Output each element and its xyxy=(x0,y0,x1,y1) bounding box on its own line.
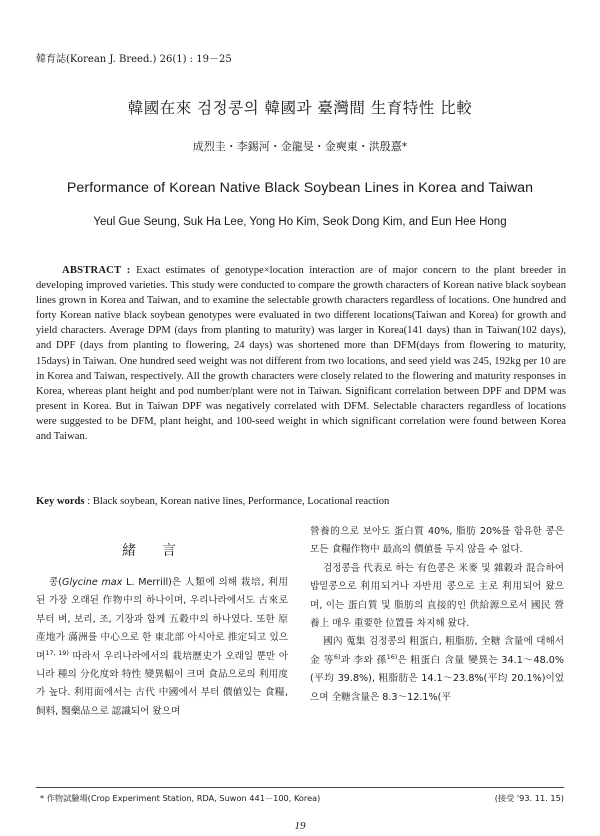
english-title: Performance of Korean Native Black Soybean Lines in Korea and Taiwan xyxy=(66,180,534,196)
citation: 17, 19) xyxy=(45,648,69,657)
korean-title: 韓國在來 검정콩의 韓國과 臺灣間 生育特性 比較 xyxy=(127,99,473,117)
keywords-label: Key words xyxy=(36,496,85,507)
journal-reference: 韓育誌(Korean J. Breed.) 26(1) : 19－25 xyxy=(36,54,232,65)
right-column xyxy=(310,523,564,707)
received-date: (接受 '93. 11. 15) xyxy=(494,793,564,803)
english-authors: Yeul Gue Seung, Suk Ha Lee, Yong Ho Kim, Seok Dong Kim, and Eun Hee Hong xyxy=(93,216,507,228)
section-heading: 緒言 xyxy=(122,543,202,559)
footnote-divider xyxy=(36,787,564,788)
footnote: * 作物試驗場(Crop Experiment Station, RDA, Suwon 441－100, Korea) xyxy=(40,793,321,803)
citation: 6) xyxy=(333,652,341,661)
abstract-label: ABSTRACT xyxy=(62,265,122,276)
abstract: ABSTRACT : Exact estimates of genotype×location interaction are of major concern to the plant breeder in developing improved varieties. This study were conducted to compare the growth characters of Korean native black soybean lines grown in Korea and Taiwan, and to examine the selectable growth characters regardless of locations. One hundred and forty Korean native black soybean genotypes were evaluated in two different locations(Taiwan and Korea) for growth and yield characters. Average DPM (days from planting to maturity) was larger in Korea(141 days) than in Taiwan(102 days), and DPF (days from planting to flowering, 24 days) was shortened more than DFM(days from flowering to maturity, 15days) in Taiwan. One hundred seed weight was not different from two locations, and seed yield was 245, 192kg per 10 are in Korea and Taiwan, respectively. All the growth characters were closely related to the flowering and maturity responses in Korea, whereas plant height and pod number/plant were not in Taiwan. Significant correlation between DPF and DPM was present in Korea. But in Taiwan DPF was negatively correlated with DFM. Selectable characters regardless of locations were suggested to be DFM, plant height, and 100-seed weight in which significant correlation were found between Korea and Taiwan. xyxy=(36,265,566,443)
page-number: 19 xyxy=(294,820,306,832)
species-name: Glycine max xyxy=(62,577,123,588)
intro-paragraph-1: 콩(Glycine max L. Merrill)은 人類에 의해 栽培, 利用된 가장 오래된 作物中의 하나이며, 우리나라에서도 古來로 부터 벼, 보리, 조, 기장과 함께 五穀中의 하나였다. 또한 原產地가 滿洲를 中心으로 한 東北部 아시아로 推定되고 있으며$^{17, 19)}$ 따라서 우리나라에서의 栽培歷史가 오래일 뿐만 아니라 種의 分化度와 特性 變異幅이 크며 食品으로의 利用度가 높다. 利用面에서는 古代 中國에서 부터 價値있는 食糧, 飼料, 醫藥品으로 認識되어 왔으며 xyxy=(36,577,289,717)
keywords-text: Black soybean, Korean native lines, Performance, Locational reaction xyxy=(92,496,390,507)
citation: 16) xyxy=(386,652,398,661)
abstract-text: Exact estimates of genotype×location interaction are of major concern to the plant breeder in developing improved varieties. This study were conducted to compare the growth characters of Korean native black soybean lines grown in Korea and Taiwan, and to examine the selectable growth characters regardless of locations. One hundred and forty Korean native black soybean genotypes were evaluated in two different locations(Taiwan and Korea) for growth and yield characters. Average DPM (days from planting to maturity) was larger in Korea(141 days) than in Taiwan(102 days), and DPF (days from planting to flowering, 24 days) was shortened more than DFM(days from flowering to maturity, 15days) in Taiwan. One hundred seed weight was not different from two locations, and seed yield was 245, 192kg per 10 are in Korea and Taiwan, respectively. All the growth characters were closely related to the flowering and maturity responses in Korea, whereas plant height and pod number/plant were not in Taiwan. Significant correlation between DPF and DPM was present in Korea. But in Taiwan DPF was negatively correlated with DFM. Selectable characters regardless of locations were suggested to be DFM, plant height, and 100-seed weight in which significant correlation were found between Korea and Taiwan. xyxy=(36,265,566,443)
left-column xyxy=(36,574,288,721)
intro-paragraph-3: 國內 蒐集 검정콩의 粗蛋白, 粗脂肪, 全糖 含量에 대해서 金 等$^{6)}$과 李와 孫$^{16)}$은 粗蛋白 含量 變異는 34.1～48.0%(平均 39.8%), 粗脂肪은 14.1～23.8%(平均 20.1%)이었으며 全糖含量은 8.3～12.1%(平 xyxy=(310,636,564,703)
intro-paragraph-2: 검정콩을 代表로 하는 有色콩은 米麥 및 雜穀과 混合하여 밥밑콩으로 利用되거나 자반用 콩으로 主로 利用되어 왔으며, 이는 蛋白質 및 脂肪의 直接的인 供給源으로서 國民 營養上 매우 重要한 位置를 차지해 왔다. xyxy=(310,562,564,630)
intro-paragraph-cont: 營養的으로 보아도 蛋白質 40%, 脂肪 20%를 함유한 콩은 모든 食糧作物中 最高의 價値를 두지 않을 수 없다. xyxy=(310,526,564,556)
keywords: Key words : Black soybean, Korean native lines, Performance, Locational reaction xyxy=(36,496,390,507)
korean-authors: 成烈圭・李錫河・金龍旻・金奭東・洪殷憙* xyxy=(192,140,408,153)
